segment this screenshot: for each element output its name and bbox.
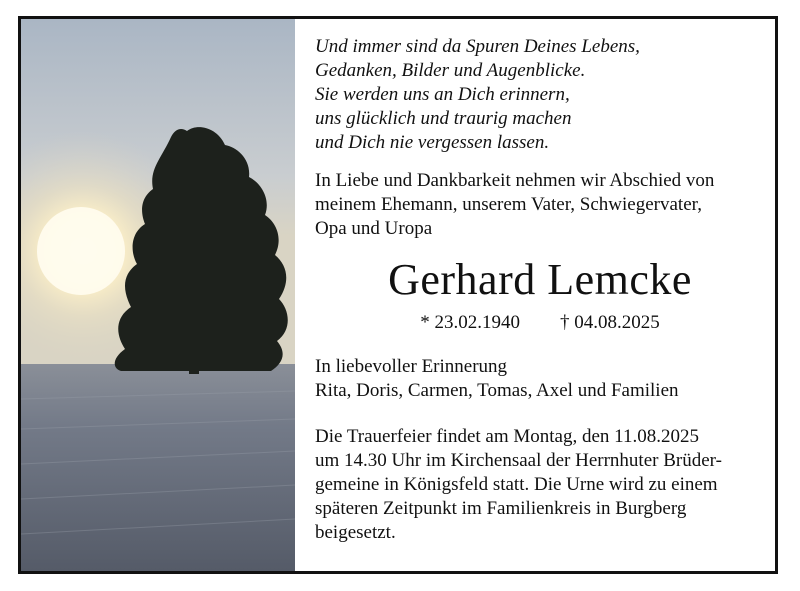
- mourners: [315, 355, 765, 403]
- life-dates: [315, 311, 765, 335]
- memory-line: In liebevoller Erinnerung: [315, 356, 508, 377]
- poem-line: Gedanken, Bilder und Augenblicke.: [315, 60, 586, 81]
- service-line: späteren Zeitpunkt im Familienkreis in Burgberg: [315, 498, 687, 519]
- intro-line: In Liebe und Dankbarkeit nehmen wir Abschied von: [315, 170, 715, 191]
- poem-line: Und immer sind da Spuren Deines Lebens,: [315, 36, 640, 57]
- service-line: gemeine in Königsfeld statt. Die Urne wird zu einem: [315, 474, 718, 495]
- memorial-photo: [21, 19, 295, 571]
- notice-text: [315, 35, 765, 545]
- service-line: Die Trauerfeier findet am Montag, den 11.08.2025: [315, 426, 699, 447]
- memorial-poem: [315, 35, 765, 155]
- farewell-intro: [315, 169, 765, 241]
- birth-date: * 23.02.1940: [420, 312, 520, 333]
- mourner-names: Rita, Doris, Carmen, Tomas, Axel und Familien: [315, 380, 679, 401]
- sun: [37, 207, 125, 295]
- intro-line: meinem Ehemann, unserem Vater, Schwiegervater,: [315, 194, 702, 215]
- poem-line: und Dich nie vergessen lassen.: [315, 132, 550, 153]
- intro-line: Opa und Uropa: [315, 218, 433, 239]
- obituary-notice: [18, 16, 778, 574]
- service-line: beigesetzt.: [315, 522, 396, 543]
- poem-line: Sie werden uns an Dich erinnern,: [315, 84, 570, 105]
- funeral-service-info: [315, 425, 765, 545]
- service-line: um 14.30 Uhr im Kirchensaal der Herrnhuter Brüder-: [315, 450, 722, 471]
- death-date: † 04.08.2025: [560, 312, 660, 333]
- deceased-name: Gerhard Lemcke: [388, 255, 692, 304]
- poem-line: uns glücklich und traurig machen: [315, 108, 572, 129]
